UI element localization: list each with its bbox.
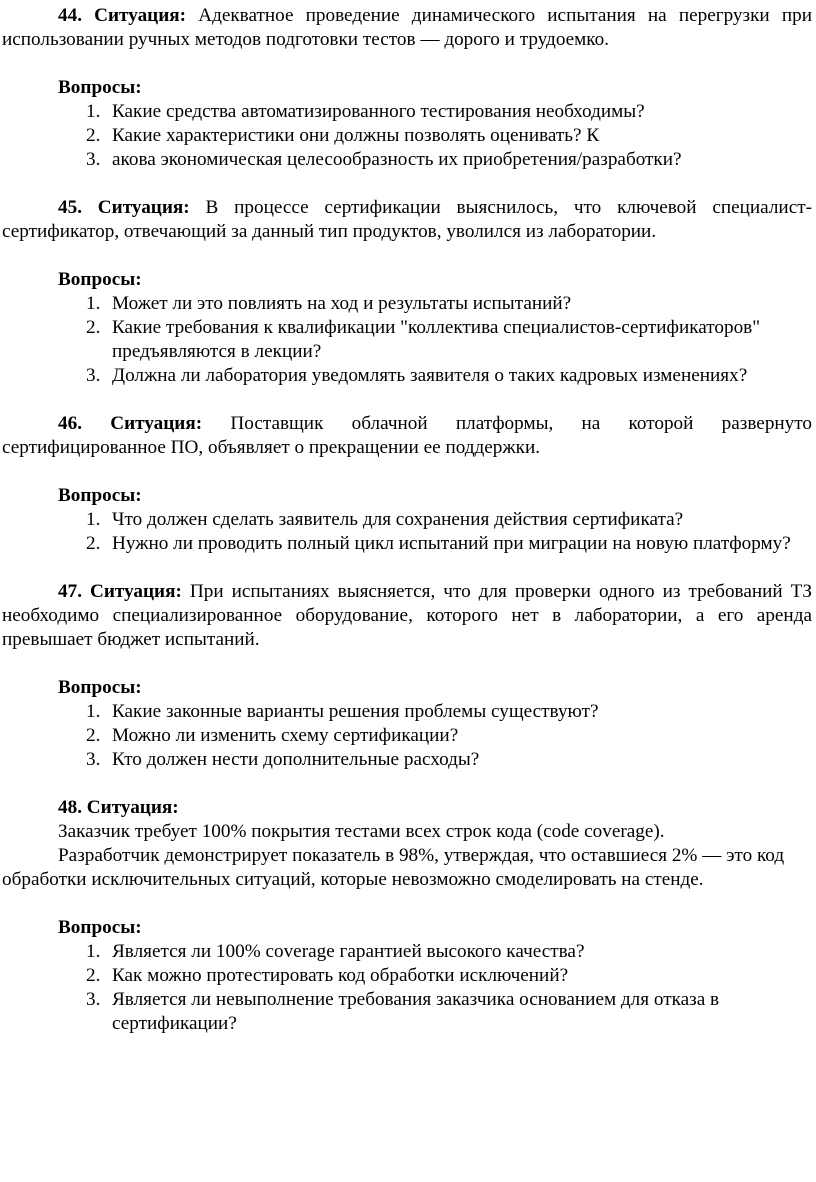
question-item [2, 964, 812, 988]
question-item [2, 316, 812, 364]
question-number: 3. [86, 365, 101, 386]
questions-list [2, 100, 812, 172]
question-number: 1. [86, 509, 101, 530]
question-number: 1. [86, 701, 101, 722]
question-item [2, 700, 812, 724]
question-item [2, 532, 812, 556]
situation-lead [2, 412, 812, 460]
question-number: 3. [86, 749, 101, 770]
question-text: Какие требования к квалификации "коллектива специалистов-сертификаторов" предъявляются в лекции? [112, 317, 761, 362]
question-number: 2. [86, 533, 101, 554]
situation-47 [2, 556, 812, 772]
question-text: Какие средства автоматизированного тестирования необходимы? [112, 101, 645, 122]
question-item [2, 940, 812, 964]
question-number: 2. [86, 725, 101, 746]
questions-list [2, 508, 812, 556]
situation-text: При испытаниях выясняется, что для проверки одного из требований ТЗ необходимо специализированное оборудование, которого нет в лаборатории, а его аренда превышает бюджет испытаний. [2, 581, 812, 650]
situation-lead [2, 4, 812, 52]
question-text: Должна ли лаборатория уведомлять заявителя о таких кадровых изменениях? [112, 365, 748, 386]
question-item [2, 364, 812, 388]
questions-heading: Вопросы: [58, 269, 142, 290]
questions-heading: Вопросы: [58, 485, 142, 506]
question-number: 1. [86, 941, 101, 962]
question-text: Нужно ли проводить полный цикл испытаний при миграции на новую платформу? [112, 533, 791, 554]
questions-heading: Вопросы: [58, 677, 142, 698]
questions-list [2, 940, 812, 1036]
question-item [2, 748, 812, 772]
situation-paragraph: Заказчик требует 100% покрытия тестами всех строк кода (code coverage). [58, 821, 665, 842]
question-text: Какие характеристики они должны позволять оценивать? К [112, 125, 600, 146]
question-item [2, 292, 812, 316]
question-item [2, 508, 812, 532]
question-text: Как можно протестировать код обработки исключений? [112, 965, 569, 986]
situation-text: Поставщик облачной платформы, на которой развернуто сертифицированное ПО, объявляет о прекращении ее поддержки. [2, 413, 812, 458]
situation-heading: 47. Ситуация: [58, 581, 182, 602]
question-number: 1. [86, 293, 101, 314]
situation-48 [2, 772, 812, 1036]
situation-text: Адекватное проведение динамического испытания на перегрузки при использовании ручных методов подготовки тестов — дорого и трудоемко. [2, 5, 812, 50]
questions-list [2, 292, 812, 388]
question-text: Можно ли изменить схему сертификации? [112, 725, 459, 746]
situation-heading: 48. Ситуация: [58, 797, 179, 818]
question-text: Является ли невыполнение требования заказчика основанием для отказа в сертификации? [112, 989, 720, 1034]
questions-heading: Вопросы: [58, 77, 142, 98]
question-item [2, 100, 812, 124]
situation-lead [2, 580, 812, 652]
question-number: 2. [86, 317, 101, 338]
situation-45 [2, 172, 812, 388]
questions-heading: Вопросы: [58, 917, 142, 938]
question-item [2, 148, 812, 172]
question-number: 3. [86, 149, 101, 170]
situation-heading: 46. Ситуация: [58, 413, 203, 434]
question-item [2, 124, 812, 148]
question-number: 1. [86, 101, 101, 122]
situation-46 [2, 388, 812, 556]
situation-44 [2, 0, 812, 172]
situation-heading: 45. Ситуация: [58, 197, 190, 218]
question-number: 2. [86, 965, 101, 986]
question-item [2, 988, 812, 1036]
question-text: Что должен сделать заявитель для сохранения действия сертификата? [112, 509, 684, 530]
question-text: Какие законные варианты решения проблемы существуют? [112, 701, 599, 722]
situation-heading: 44. Ситуация: [58, 5, 187, 26]
question-text: Является ли 100% coverage гарантией высокого качества? [112, 941, 585, 962]
situation-text: В процессе сертификации выяснилось, что ключевой специалист-сертификатор, отвечающий за данный тип продуктов, уволился из лаборатории. [2, 197, 812, 242]
question-number: 3. [86, 989, 101, 1010]
question-text: Может ли это повлиять на ход и результаты испытаний? [112, 293, 572, 314]
question-text: Кто должен нести дополнительные расходы? [112, 749, 480, 770]
question-number: 2. [86, 125, 101, 146]
question-item [2, 724, 812, 748]
situation-paragraph: Разработчик демонстрирует показатель в 98%, утверждая, что оставшиеся 2% — это код обработки исключительных ситуаций, которые невозможно смоделировать на стенде. [2, 845, 785, 890]
situation-lead [2, 196, 812, 244]
questions-list [2, 700, 812, 772]
question-text: акова экономическая целесообразность их приобретения/разработки? [112, 149, 682, 170]
